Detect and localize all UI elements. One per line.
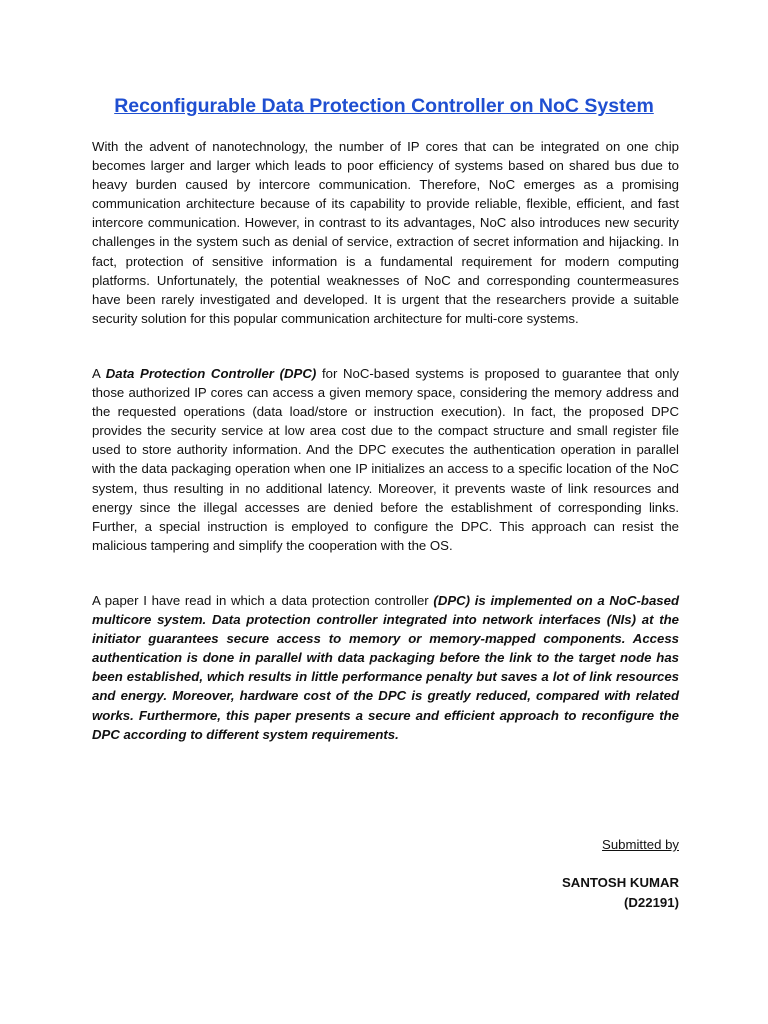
paragraph-paper-summary [92,591,679,744]
author-id: (D22191) [624,895,679,910]
submitted-by-label: Submitted by [602,837,679,852]
paragraph-dpc-emphasis: Data Protection Controller (DPC) [105,366,317,381]
paragraph-summary-emphasis: (DPC) is implemented on a NoC-based multicore system. Data protection controller integrated into network interfaces (NIs) at the initiator guarantees secure access to memory or memory-mapped components. Access authentication is done in parallel with data packaging before the link to the target node has been established, which results in little performance penalty but saves a lot of link resources and energy. Moreover, hardware cost of the DPC is greatly reduced, compared with related works. Furthermore, this paper presents a secure and efficient approach to reconfigure the DPC according to different system requirements. [92,593,679,742]
document-title: Reconfigurable Data Protection Controller on NoC System [114,95,654,117]
paragraph-dpc-prefix: A [92,366,106,381]
paragraph-dpc-rest: for NoC-based systems is proposed to guarantee that only those authorized IP cores can access a given memory space, considering the memory address and the requested operations (data load/store or instruction execution). In fact, the proposed DPC provides the security service at low area cost due to the compact structure and small register file used to store authority information. And the DPC executes the authentication operation in parallel with the data packaging operation when one IP initializes an access to a specific location of the NoC system, thus resulting in no additional latency. Moreover, it prevents waste of link resources and energy since the illegal accesses are denied before the establishment of corresponding links. Further, a special instruction is employed to configure the DPC. This approach can resist the malicious tampering and simplify the cooperation with the OS. [92,366,680,553]
author-name: SANTOSH KUMAR [562,875,679,890]
paragraph-dpc-proposal [92,364,679,555]
paragraph-summary-prefix: A paper I have read in which a data protection controller [92,593,434,608]
paragraph-introduction: With the advent of nanotechnology, the number of IP cores that can be integrated on one chip becomes larger and larger which leads to poor efficiency of systems based on shared bus due to heavy burden caused by intercore communication. Therefore, NoC emerges as a promising communication architecture because of its capability to provide reliable, flexible, efficient, and fast intercore communication. However, in contrast to its advantages, NoC also introduces new security challenges in the system such as denial of service, extraction of secret information and hijacking. In fact, protection of sensitive information is a fundamental requirement for modern computing platforms. Unfortunately, the potential weaknesses of NoC and corresponding countermeasures have been rarely investigated and developed. It is urgent that the researchers provide a suitable security solution for this popular communication architecture for multi-core systems. [92,139,679,326]
